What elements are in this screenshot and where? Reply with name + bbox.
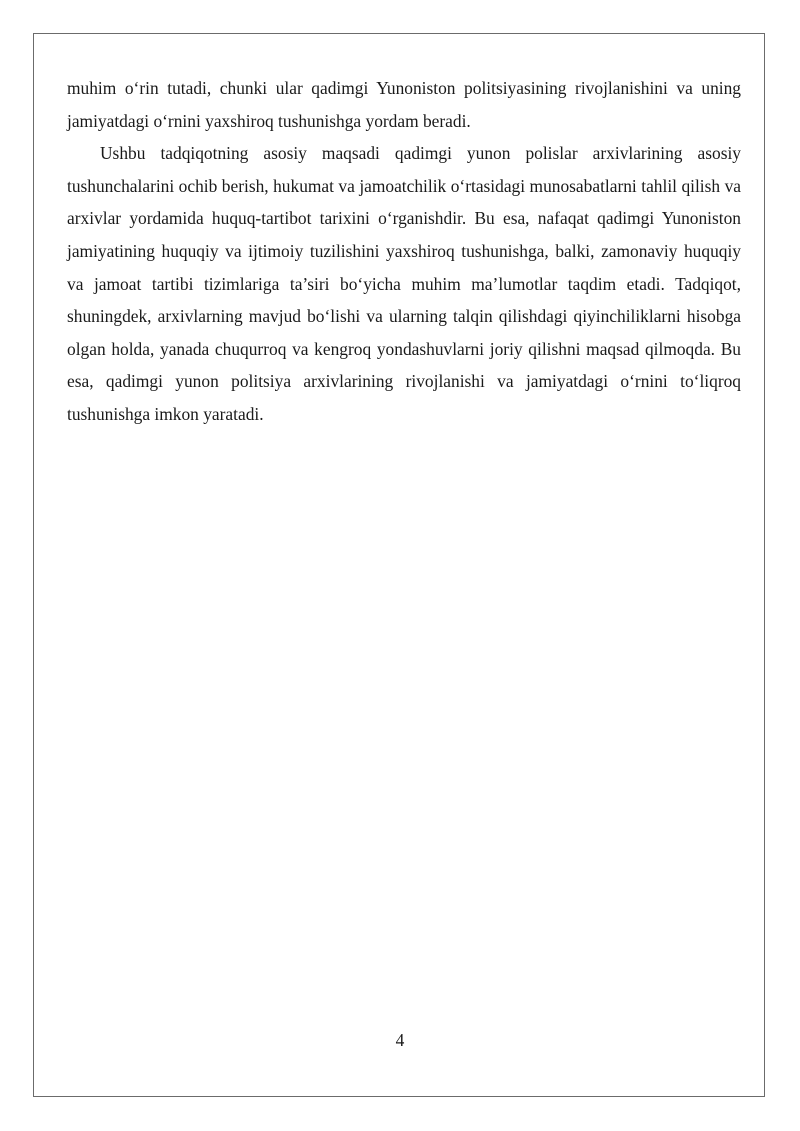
page-number: 4: [395, 1030, 405, 1050]
document-body: [67, 72, 741, 431]
paragraph-research-aim: Ushbu tadqiqotning asosiy maqsadi qadimgi yunon polislar arxivlarining asosiy tushunchalarini ochib berish, hukumat va jamoatchilik o‘rtasidagi munosabatlarni tahlil qilish va arxivlar yordamida huquq-tartibot tarixini o‘rganishdir. Bu esa, nafaqat qadimgi Yunoniston jamiyatining huquqiy va ijtimoiy tuzilishini yaxshiroq tushunishga, balki, zamonaviy huquqiy va jamoat tartibi tizimlariga ta’siri bo‘yicha muhim ma’lumotlar taqdim etadi. Tadqiqot, shuningdek, arxivlarning mavjud bo‘lishi va ularning talqin qilishdagi qiyinchiliklarni hisobga olgan holda, yanada chuqurroq va kengroq yondashuvlarni joriy qilishni maqsad qilmoqda. Bu esa, qadimgi yunon politsiya arxivlarining rivojlanishi va jamiyatdagi o‘rnini to‘liqroq tushunishga imkon yaratadi.: [67, 143, 741, 424]
paragraph-continuation: muhim o‘rin tutadi, chunki ular qadimgi Yunoniston politsiyasining rivojlanishini va uning jamiyatdagi o‘rnini yaxshiroq tushunishga yordam beradi.: [67, 78, 741, 131]
